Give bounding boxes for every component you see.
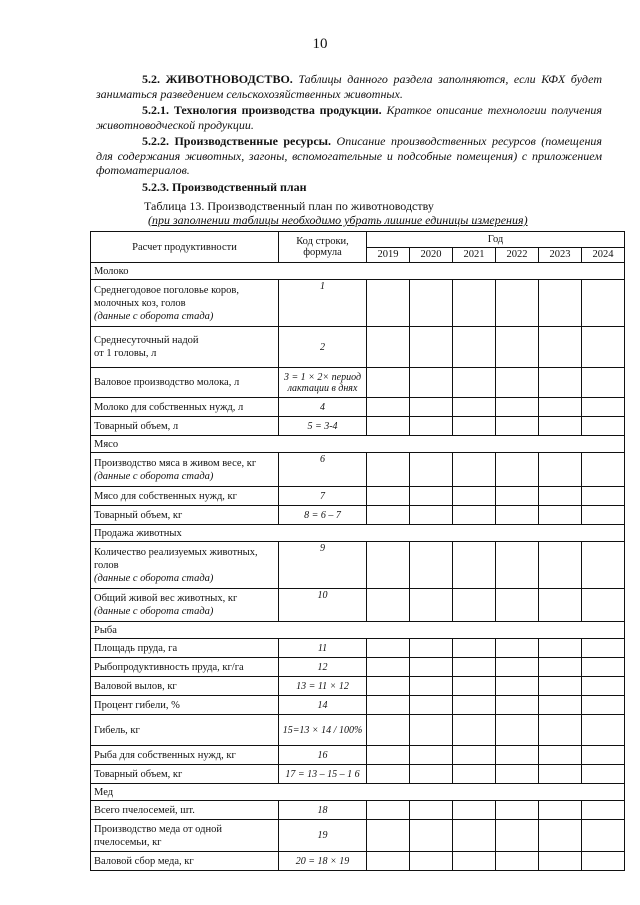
row-label xyxy=(91,327,279,368)
row-code: 3 = 1 × 2× период лактации в днях xyxy=(279,368,367,398)
row-code: 20 = 18 × 19 xyxy=(279,852,367,871)
row-label-text: Всего пчелосемей, шт. xyxy=(94,804,195,816)
value-cell-2021[interactable] xyxy=(453,801,496,820)
value-cell-2023[interactable] xyxy=(539,398,582,417)
row-code: 15=13 × 14 / 100% xyxy=(279,715,367,746)
value-cell-2024[interactable] xyxy=(582,852,625,871)
row-label xyxy=(91,506,279,525)
table-row xyxy=(91,417,625,436)
table-row xyxy=(91,487,625,506)
table-row xyxy=(91,368,625,398)
value-cell-2021[interactable] xyxy=(453,639,496,658)
row-code: 17 = 13 – 15 – 1 6 xyxy=(279,765,367,784)
row-code: 16 xyxy=(279,746,367,765)
value-cell-2021[interactable] xyxy=(453,487,496,506)
header-year-2023: 2023 xyxy=(539,247,582,263)
paragraph-resources xyxy=(96,134,602,178)
value-cell-2021[interactable] xyxy=(453,453,496,487)
table-row xyxy=(91,639,625,658)
value-cell-2020[interactable] xyxy=(410,820,453,852)
value-cell-2022[interactable] xyxy=(496,368,539,398)
value-cell-2023[interactable] xyxy=(539,542,582,589)
row-label xyxy=(91,398,279,417)
value-cell-2019[interactable] xyxy=(367,368,410,398)
row-code: 11 xyxy=(279,639,367,658)
row-label-text: Производство мяса в живом весе, кг xyxy=(94,457,257,469)
row-code: 19 xyxy=(279,820,367,852)
table-row xyxy=(91,677,625,696)
row-label xyxy=(91,696,279,715)
value-cell-2019[interactable] xyxy=(367,542,410,589)
value-cell-2022[interactable] xyxy=(496,639,539,658)
value-cell-2024[interactable] xyxy=(582,368,625,398)
row-label xyxy=(91,715,279,746)
value-cell-2022[interactable] xyxy=(496,658,539,677)
page-number: 10 xyxy=(312,36,328,52)
value-cell-2024[interactable] xyxy=(582,487,625,506)
paragraph-livestock xyxy=(96,72,602,101)
value-cell-2024[interactable] xyxy=(582,417,625,436)
row-label-text: Площадь пруда, га xyxy=(94,642,178,654)
row-label xyxy=(91,453,279,487)
value-cell-2020[interactable] xyxy=(410,327,453,368)
value-cell-2020[interactable] xyxy=(410,487,453,506)
table-row xyxy=(91,506,625,525)
value-cell-2023[interactable] xyxy=(539,639,582,658)
value-cell-2021[interactable] xyxy=(453,746,496,765)
table-caption xyxy=(96,199,602,227)
value-cell-2024[interactable] xyxy=(582,506,625,525)
row-label-text: Гибель, кг xyxy=(94,724,140,736)
value-cell-2021[interactable] xyxy=(453,677,496,696)
value-cell-2021[interactable] xyxy=(453,715,496,746)
value-cell-2020[interactable] xyxy=(410,453,453,487)
section-row xyxy=(91,525,625,542)
value-cell-2022[interactable] xyxy=(496,398,539,417)
value-cell-2022[interactable] xyxy=(496,852,539,871)
value-cell-2020[interactable] xyxy=(410,368,453,398)
section-title: Мясо xyxy=(91,436,625,453)
value-cell-2023[interactable] xyxy=(539,487,582,506)
value-cell-2019[interactable] xyxy=(367,658,410,677)
row-code: 8 = 6 – 7 xyxy=(279,506,367,525)
section-title: Рыба xyxy=(91,622,625,639)
value-cell-2019[interactable] xyxy=(367,327,410,368)
value-cell-2020[interactable] xyxy=(410,746,453,765)
value-cell-2023[interactable] xyxy=(539,417,582,436)
value-cell-2021[interactable] xyxy=(453,542,496,589)
value-cell-2023[interactable] xyxy=(539,658,582,677)
value-cell-2023[interactable] xyxy=(539,327,582,368)
table-row xyxy=(91,820,625,852)
row-code: 14 xyxy=(279,696,367,715)
value-cell-2024[interactable] xyxy=(582,327,625,368)
table-row xyxy=(91,696,625,715)
value-cell-2019[interactable] xyxy=(367,746,410,765)
row-label xyxy=(91,820,279,852)
header-year-2020: 2020 xyxy=(410,247,453,263)
row-label-text: Валовой сбор меда, кг xyxy=(94,855,194,867)
value-cell-2019[interactable] xyxy=(367,453,410,487)
value-cell-2022[interactable] xyxy=(496,506,539,525)
heading-resources: 5.2.2. Производственные ресурсы. xyxy=(142,134,332,148)
row-label xyxy=(91,852,279,871)
value-cell-2024[interactable] xyxy=(582,715,625,746)
value-cell-2023[interactable] xyxy=(539,715,582,746)
row-label xyxy=(91,487,279,506)
value-cell-2019[interactable] xyxy=(367,589,410,622)
value-cell-2021[interactable] xyxy=(453,398,496,417)
value-cell-2019[interactable] xyxy=(367,398,410,417)
value-cell-2020[interactable] xyxy=(410,658,453,677)
value-cell-2023[interactable] xyxy=(539,765,582,784)
row-label-note: (данные с оборота стада) xyxy=(94,606,214,617)
text-technology: Краткое описание технологии получения животноводческой продукции. xyxy=(96,103,602,132)
value-cell-2024[interactable] xyxy=(582,453,625,487)
value-cell-2021[interactable] xyxy=(453,696,496,715)
value-cell-2019[interactable] xyxy=(367,852,410,871)
heading-production-plan: 5.2.3. Производственный план xyxy=(142,179,307,194)
value-cell-2023[interactable] xyxy=(539,453,582,487)
value-cell-2022[interactable] xyxy=(496,820,539,852)
row-label-text: Среднесуточный надой xyxy=(94,335,199,346)
value-cell-2022[interactable] xyxy=(496,280,539,327)
row-label xyxy=(91,658,279,677)
value-cell-2019[interactable] xyxy=(367,639,410,658)
row-label xyxy=(91,677,279,696)
value-cell-2022[interactable] xyxy=(496,715,539,746)
value-cell-2019[interactable] xyxy=(367,765,410,784)
row-code: 7 xyxy=(279,487,367,506)
table-row xyxy=(91,658,625,677)
table-row xyxy=(91,542,625,589)
table-row xyxy=(91,746,625,765)
value-cell-2023[interactable] xyxy=(539,852,582,871)
section-row xyxy=(91,436,625,453)
header-year: Год xyxy=(367,232,625,248)
row-label-text: Процент гибели, % xyxy=(94,699,180,711)
value-cell-2022[interactable] xyxy=(496,327,539,368)
value-cell-2023[interactable] xyxy=(539,746,582,765)
row-label-text: Валовое производство молока, л xyxy=(94,377,240,388)
value-cell-2024[interactable] xyxy=(582,398,625,417)
value-cell-2022[interactable] xyxy=(496,487,539,506)
value-cell-2021[interactable] xyxy=(453,820,496,852)
value-cell-2024[interactable] xyxy=(582,542,625,589)
value-cell-2022[interactable] xyxy=(496,765,539,784)
row-label-note: (данные с оборота стада) xyxy=(94,310,214,322)
table-row xyxy=(91,280,625,327)
production-plan-table xyxy=(90,231,625,871)
section-text xyxy=(96,72,602,196)
value-cell-2019[interactable] xyxy=(367,696,410,715)
table-row xyxy=(91,801,625,820)
section-title: Молоко xyxy=(91,263,625,280)
table-row xyxy=(91,765,625,784)
value-cell-2023[interactable] xyxy=(539,677,582,696)
value-cell-2020[interactable] xyxy=(410,280,453,327)
section-row xyxy=(91,622,625,639)
row-code: 10 xyxy=(279,589,367,622)
value-cell-2019[interactable] xyxy=(367,487,410,506)
value-cell-2020[interactable] xyxy=(410,398,453,417)
value-cell-2020[interactable] xyxy=(410,639,453,658)
row-label-text: Среднегодовое поголовье коров, молочных коз, голов xyxy=(94,284,239,309)
heading-livestock: 5.2. ЖИВОТНОВОДСТВО. xyxy=(142,72,293,86)
row-label-text: Производство меда от одной пчелосемьи, кг xyxy=(94,823,222,848)
section-title: Мед xyxy=(91,784,625,801)
value-cell-2023[interactable] xyxy=(539,280,582,327)
row-label-note: (данные с оборота стада) xyxy=(94,470,214,482)
value-cell-2024[interactable] xyxy=(582,658,625,677)
row-label xyxy=(91,417,279,436)
value-cell-2019[interactable] xyxy=(367,820,410,852)
value-cell-2020[interactable] xyxy=(410,696,453,715)
value-cell-2021[interactable] xyxy=(453,589,496,622)
value-cell-2019[interactable] xyxy=(367,280,410,327)
value-cell-2022[interactable] xyxy=(496,677,539,696)
row-label xyxy=(91,765,279,784)
value-cell-2020[interactable] xyxy=(410,677,453,696)
table-row xyxy=(91,589,625,622)
row-label-note: (данные с оборота стада) xyxy=(94,572,214,584)
value-cell-2019[interactable] xyxy=(367,715,410,746)
header-year-2024: 2024 xyxy=(582,247,625,263)
table-row xyxy=(91,398,625,417)
value-cell-2021[interactable] xyxy=(453,852,496,871)
row-label-text: Молоко для собственных нужд, л xyxy=(94,401,244,413)
table-row xyxy=(91,327,625,368)
value-cell-2021[interactable] xyxy=(453,506,496,525)
value-cell-2023[interactable] xyxy=(539,696,582,715)
value-cell-2019[interactable] xyxy=(367,417,410,436)
value-cell-2024[interactable] xyxy=(582,746,625,765)
value-cell-2021[interactable] xyxy=(453,280,496,327)
table-title: Таблица 13. Производственный план по животноводству xyxy=(144,199,434,213)
row-label-text: Мясо для собственных нужд, кг xyxy=(94,490,237,502)
row-code: 2 xyxy=(279,327,367,368)
row-code: 18 xyxy=(279,801,367,820)
value-cell-2022[interactable] xyxy=(496,453,539,487)
row-label-text: Рыбопродуктивность пруда, кг/га xyxy=(94,661,244,673)
paragraph-plan xyxy=(96,180,602,195)
section-row xyxy=(91,784,625,801)
header-code-formula: Код строки, формула xyxy=(279,232,367,263)
value-cell-2024[interactable] xyxy=(582,589,625,622)
table-row xyxy=(91,453,625,487)
value-cell-2020[interactable] xyxy=(410,801,453,820)
text-resources: Описание производственных ресурсов (помещения для содержания животных, загоны, вспомогательные и подсобные помещения) с приложением фотоматериалов. xyxy=(96,134,603,177)
value-cell-2021[interactable] xyxy=(453,765,496,784)
row-label xyxy=(91,801,279,820)
row-label-text: Товарный объем, кг xyxy=(94,509,183,521)
value-cell-2024[interactable] xyxy=(582,765,625,784)
value-cell-2024[interactable] xyxy=(582,280,625,327)
header-calculation: Расчет продуктивности xyxy=(91,232,279,263)
row-label-text-2: от 1 головы, л xyxy=(94,348,157,359)
value-cell-2021[interactable] xyxy=(453,658,496,677)
value-cell-2020[interactable] xyxy=(410,765,453,784)
row-label xyxy=(91,589,279,622)
row-label-text: Общий живой вес животных, кг xyxy=(94,593,238,604)
value-cell-2020[interactable] xyxy=(410,589,453,622)
row-label xyxy=(91,639,279,658)
row-label-text: Товарный объем, л xyxy=(94,420,179,432)
value-cell-2024[interactable] xyxy=(582,801,625,820)
value-cell-2021[interactable] xyxy=(453,368,496,398)
value-cell-2024[interactable] xyxy=(582,696,625,715)
row-label-text: Рыба для собственных нужд, кг xyxy=(94,749,236,761)
value-cell-2024[interactable] xyxy=(582,639,625,658)
value-cell-2021[interactable] xyxy=(453,327,496,368)
table-header-row xyxy=(91,232,625,248)
value-cell-2022[interactable] xyxy=(496,746,539,765)
header-year-2019: 2019 xyxy=(367,247,410,263)
value-cell-2023[interactable] xyxy=(539,506,582,525)
value-cell-2020[interactable] xyxy=(410,506,453,525)
header-year-2021: 2021 xyxy=(453,247,496,263)
value-cell-2020[interactable] xyxy=(410,852,453,871)
text-livestock: Таблицы данного раздела заполняются, если КФХ будет заниматься разведением сельскохозяйственных животных. xyxy=(96,72,602,101)
section-row xyxy=(91,263,625,280)
row-code: 4 xyxy=(279,398,367,417)
value-cell-2020[interactable] xyxy=(410,715,453,746)
row-code: 13 = 11 × 12 xyxy=(279,677,367,696)
value-cell-2023[interactable] xyxy=(539,820,582,852)
value-cell-2019[interactable] xyxy=(367,506,410,525)
value-cell-2022[interactable] xyxy=(496,589,539,622)
section-title: Продажа животных xyxy=(91,525,625,542)
value-cell-2020[interactable] xyxy=(410,417,453,436)
paragraph-technology xyxy=(96,103,602,132)
value-cell-2024[interactable] xyxy=(582,820,625,852)
row-label-text: Товарный объем, кг xyxy=(94,768,183,780)
value-cell-2022[interactable] xyxy=(496,542,539,589)
value-cell-2022[interactable] xyxy=(496,417,539,436)
heading-technology: 5.2.1. Технология производства продукции. xyxy=(142,103,382,117)
row-label xyxy=(91,280,279,327)
row-label xyxy=(91,746,279,765)
row-label xyxy=(91,368,279,398)
value-cell-2023[interactable] xyxy=(539,368,582,398)
row-code: 1 xyxy=(279,280,367,327)
table-row xyxy=(91,852,625,871)
value-cell-2023[interactable] xyxy=(539,589,582,622)
row-code: 12 xyxy=(279,658,367,677)
value-cell-2022[interactable] xyxy=(496,696,539,715)
table-note: (при заполнении таблицы необходимо убрать лишние единицы измерения) xyxy=(148,213,528,227)
row-code: 6 xyxy=(279,453,367,487)
value-cell-2021[interactable] xyxy=(453,417,496,436)
row-label-text: Валовой вылов, кг xyxy=(94,680,177,692)
value-cell-2019[interactable] xyxy=(367,677,410,696)
value-cell-2023[interactable] xyxy=(539,801,582,820)
value-cell-2019[interactable] xyxy=(367,801,410,820)
value-cell-2024[interactable] xyxy=(582,677,625,696)
row-label xyxy=(91,542,279,589)
header-year-2022: 2022 xyxy=(496,247,539,263)
row-code: 9 xyxy=(279,542,367,589)
value-cell-2020[interactable] xyxy=(410,542,453,589)
value-cell-2022[interactable] xyxy=(496,801,539,820)
row-label-text: Количество реализуемых животных, голов xyxy=(94,546,258,571)
table-row xyxy=(91,715,625,746)
row-code: 5 = 3-4 xyxy=(279,417,367,436)
